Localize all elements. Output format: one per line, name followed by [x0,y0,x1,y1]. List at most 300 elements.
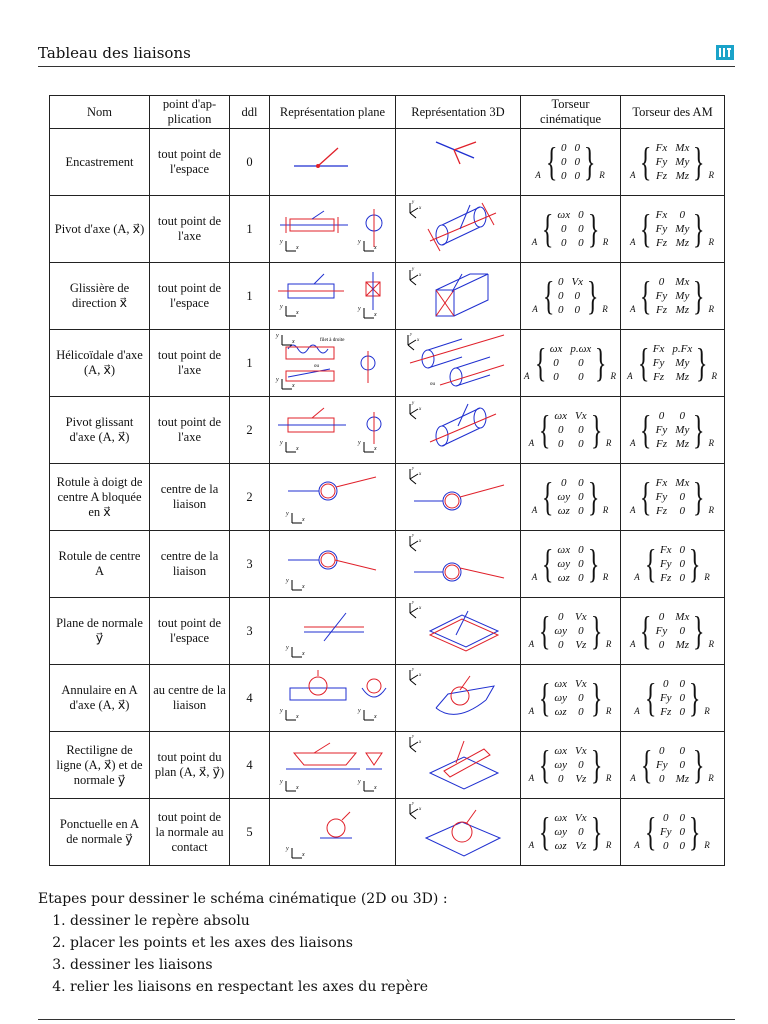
svg-text:x: x [373,312,377,318]
iut-logo-icon [716,45,734,60]
torseur-cinematique: A { ωx Vx 0 0 0 0 } R [521,397,621,464]
torseur-entry: Fy [659,692,672,704]
torseur-entry: Mx [675,477,690,489]
svg-text:y: y [412,534,415,538]
svg-text:x: x [419,539,422,544]
footer-rule [38,1019,735,1020]
torseur-entry: ωz [557,505,570,517]
torseur-entry: Fx [655,142,668,154]
3d-schematic [400,802,516,862]
torseur-entry: 0 [679,558,686,570]
svg-text:x: x [419,606,422,611]
svg-text:x: x [295,785,299,791]
torseur-entry: Vx [571,276,584,288]
3d-schematic [400,333,516,393]
liaison-point: tout point de l'axe [150,397,230,464]
torseur-entry: Fx [659,544,672,556]
svg-text:y: y [279,304,283,310]
torseur-entry: 0 [578,692,584,704]
liaison-name: Pivot glissant d'axe (A, x⃗) [50,397,150,464]
plane-schematic [274,467,392,527]
torseur-entry: 0 [679,505,686,517]
svg-text:x: x [373,446,377,452]
table-row [50,129,725,196]
torseur-entry: 0 [578,625,584,637]
torseur-entry: Fz [655,505,667,517]
liaison-name: Pivot d'axe (A, x⃗) [50,196,150,263]
svg-text:y: y [279,708,283,714]
svg-text:x: x [373,785,377,791]
torseur-entry: 0 [679,826,686,838]
torseur-entry: 0 [679,678,686,690]
torseur-entry: Mz [675,304,690,316]
torseur-entry: Vx [575,812,587,824]
torseur-entry: 0 [679,572,686,584]
torseur-entry: Vx [575,410,587,422]
svg-text:y: y [412,802,415,806]
3d-schematic [400,534,516,594]
liaison-point: tout point de l'espace [150,598,230,665]
torseur-entry: Fz [660,572,672,584]
torseur-entry: 0 [553,371,559,383]
torseur-entry: ωy [554,625,568,637]
torseur-entry: Fy [655,625,668,637]
svg-text:x: x [419,407,422,412]
torseur-entry: Vz [575,639,587,651]
torseur-am: A { 0 0 Fy My Fz Mz } R [621,397,725,464]
liaisons-table [49,95,725,866]
svg-text:ou: ou [430,382,435,387]
liaison-point: au centre de la liaison [150,665,230,732]
svg-text:y: y [410,333,413,337]
step-item: 1. dessiner le repère absolu [70,910,448,932]
torseur-entry: Vz [575,773,587,785]
svg-text:y: y [357,779,361,785]
torseur-entry: Fz [655,170,667,182]
torseur-entry: ωx [557,544,571,556]
torseur-entry: 0 [574,290,580,302]
torseur-entry: 0 [679,840,686,852]
torseur-entry: Fx [652,343,665,355]
svg-text:x: x [301,517,305,523]
liaison-point: centre de la liaison [150,531,230,598]
torseur-entry: My [675,424,690,436]
3d-schematic-cell [396,531,521,598]
steps-list [38,910,448,998]
torseur-am: A { 0 0 Fy 0 0 Mz } R [621,732,725,799]
torseur-entry: ωx [557,209,571,221]
torseur-am: A { 0 Mx Fy My Fz Mz } R [621,263,725,330]
torseur-entry: Fy [655,156,668,168]
torseur-entry: Fx [655,209,668,221]
torseur-entry: Mz [675,237,690,249]
svg-text:y: y [279,239,283,245]
3d-schematic-cell [396,665,521,732]
torseur-entry: 0 [659,773,665,785]
torseur-entry: 0 [578,424,584,436]
3d-schematic-cell [396,598,521,665]
plane-schematic-cell [270,196,396,263]
liaison-point: tout point de la normale au contact [150,799,230,866]
3d-schematic-cell [396,397,521,464]
table-row [50,732,725,799]
torseur-entry: 0 [578,544,584,556]
3d-schematic [400,132,516,192]
col-header-ddl: ddl [230,96,270,129]
svg-text:y: y [412,735,415,739]
torseur-entry: 0 [658,639,665,651]
svg-text:x: x [295,245,299,251]
torseur-cinematique: A { ωx 0 0 0 0 0 } R [521,196,621,263]
plane-schematic-cell [270,732,396,799]
torseur-entry: ωx [554,410,568,422]
step-item: 4. relier les liaisons en respectant les axes du repère [70,976,448,998]
torseur-entry: Mz [675,371,690,383]
torseur-entry: 0 [679,745,686,757]
torseur-entry: Fx [655,477,668,489]
torseur-entry: 0 [557,438,564,450]
torseur-entry: 0 [662,812,669,824]
torseur-am: A { Fx 0 Fy My Fz Mz } R [621,196,725,263]
3d-schematic [400,400,516,460]
svg-text:y: y [285,511,289,517]
liaison-point: tout point de l'axe [150,330,230,397]
plane-schematic-cell [270,263,396,330]
svg-text:y: y [357,306,361,312]
svg-text:y: y [357,440,361,446]
torseur-entry: 0 [578,237,584,249]
liaison-ddl: 1 [230,196,270,263]
liaison-ddl: 5 [230,799,270,866]
plane-schematic [274,735,392,795]
torseur-cinematique: A { ωx Vx ωy 0 0 Vz } R [521,732,621,799]
3d-schematic-cell [396,732,521,799]
torseur-entry: ωy [557,491,571,503]
svg-text:y: y [412,267,415,272]
torseur-entry: 0 [574,156,580,168]
torseur-entry: 0 [578,572,584,584]
plane-schematic [274,266,392,326]
svg-text:x: x [419,673,422,678]
torseur-entry: Fy [655,759,668,771]
table-row [50,598,725,665]
liaison-name: Encastrement [50,129,150,196]
torseur-entry: ωy [554,826,568,838]
liaison-name: Hélicoïdale d'axe (A, x⃗) [50,330,150,397]
liaison-ddl: 2 [230,397,270,464]
torseur-cinematique: A { ωx Vx ωy 0 ωz 0 } R [521,665,621,732]
svg-text:x: x [373,245,377,251]
torseur-cinematique: A { 0 0 ωy 0 ωz 0 } R [521,464,621,531]
torseur-entry: Fy [655,290,668,302]
liaison-name: Rotule de centre A [50,531,150,598]
table-header-row [50,96,725,129]
torseur-entry: Fz [655,438,667,450]
torseur-cinematique: A { ωx p.ωx 0 0 0 0 } R [521,330,621,397]
plane-schematic-cell [270,598,396,665]
torseur-entry: Vz [575,840,587,852]
torseur-entry: 0 [578,759,584,771]
liaison-name: Rectiligne de ligne (A, x⃗) et de normale y⃗ [50,732,150,799]
torseur-entry: 0 [578,477,584,489]
step-item: 3. dessiner les liaisons [70,954,448,976]
plane-schematic [274,601,392,661]
table-row [50,263,725,330]
torseur-entry: 0 [662,840,669,852]
torseur-entry: ωy [554,759,568,771]
table-row [50,531,725,598]
svg-text:x: x [301,651,305,657]
liaison-ddl: 4 [230,732,270,799]
svg-text:y: y [285,578,289,584]
torseur-entry: Fz [655,304,667,316]
torseur-entry: My [675,290,690,302]
step-item: 2. placer les points et les axes des liaisons [70,932,448,954]
torseur-entry: Mz [675,170,690,182]
torseur-entry: My [675,357,690,369]
svg-text:y: y [412,467,415,471]
torseur-entry: ωz [557,572,570,584]
torseur-entry: ωz [554,706,567,718]
torseur-entry: 0 [659,745,665,757]
torseur-entry: 0 [557,424,564,436]
3d-schematic [400,199,516,259]
torseur-entry: Fy [655,491,668,503]
liaison-ddl: 1 [230,330,270,397]
col-header-torseur-cin: Torseur cinématique [521,96,621,129]
3d-schematic [400,601,516,661]
col-header-nom: Nom [50,96,150,129]
table-row [50,196,725,263]
torseur-entry: 0 [578,371,584,383]
torseur-entry: Vx [575,678,587,690]
torseur-am: A { Fx 0 Fy 0 Fz 0 } R [621,531,725,598]
col-header-3d: Représentation 3D [396,96,521,129]
liaison-name: Rotule à doigt de centre A bloquée en x⃗ [50,464,150,531]
torseur-entry: 0 [557,304,564,316]
plane-schematic [274,199,392,259]
liaison-name: Glissière de direction x⃗ [50,263,150,330]
3d-schematic [400,266,516,326]
svg-text:y: y [412,601,415,605]
torseur-entry: 0 [679,491,686,503]
torseur-entry: p.ωx [570,343,592,355]
steps-intro: Etapes pour dessiner le schéma cinématique (2D ou 3D) : [38,891,448,907]
torseur-entry: 0 [578,505,584,517]
liaison-point: tout point de l'espace [150,263,230,330]
torseur-entry: 0 [679,706,686,718]
torseur-entry: Fy [655,223,668,235]
torseur-entry: Fy [659,826,672,838]
svg-text:y: y [279,779,283,785]
table-row [50,330,725,397]
torseur-cinematique: A { 0 Vx ωy 0 0 Vz } R [521,598,621,665]
torseur-entry: My [675,223,690,235]
svg-text:y: y [412,200,415,205]
torseur-entry: 0 [557,290,564,302]
svg-text:y: y [412,668,415,672]
svg-text:filet à droite: filet à droite [319,338,344,343]
torseur-entry: ωx [554,812,568,824]
3d-schematic-cell [396,263,521,330]
torseur-entry: ωy [557,558,571,570]
svg-text:y: y [275,377,279,383]
svg-text:x: x [291,339,295,345]
3d-schematic [400,668,516,728]
plane-schematic-cell [270,330,396,397]
liaison-point: centre de la liaison [150,464,230,531]
torseur-cinematique: A { ωx 0 ωy 0 ωz 0 } R [521,531,621,598]
plane-schematic [274,400,392,460]
liaison-name: Plane de normale y⃗ [50,598,150,665]
svg-text:x: x [291,383,295,389]
torseur-entry: 0 [578,491,584,503]
3d-schematic-cell [396,464,521,531]
torseur-entry: ωy [554,692,568,704]
3d-schematic-cell [396,330,521,397]
torseur-entry: 0 [658,276,665,288]
torseur-entry: 0 [578,706,584,718]
torseur-entry: 0 [561,142,567,154]
liaison-ddl: 2 [230,464,270,531]
liaison-ddl: 4 [230,665,270,732]
torseur-entry: 0 [561,156,567,168]
svg-text:x: x [373,714,377,720]
3d-schematic [400,467,516,527]
torseur-entry: Fz [660,706,672,718]
svg-text:x: x [419,740,422,745]
torseur-entry: Fy [652,357,665,369]
torseur-entry: 0 [578,357,584,369]
svg-text:y: y [285,645,289,651]
torseur-cinematique: A { 0 Vx 0 0 0 0 } R [521,263,621,330]
liaison-ddl: 1 [230,263,270,330]
torseur-entry: Mx [675,276,690,288]
liaison-point: tout point de l'espace [150,129,230,196]
torseur-entry: Mx [675,142,690,154]
header-rule [38,66,735,67]
liaison-ddl: 3 [230,598,270,665]
torseur-entry: Mx [675,611,690,623]
torseur-entry: 0 [553,357,559,369]
table-row [50,665,725,732]
plane-schematic-cell [270,799,396,866]
torseur-entry: Fy [659,558,672,570]
torseur-entry: 0 [679,625,686,637]
torseur-entry: Mz [675,639,690,651]
torseur-entry: 0 [557,639,564,651]
liaison-point: tout point du plan (A, x⃗, y⃗) [150,732,230,799]
plane-schematic [274,668,392,728]
steps-section [38,888,448,998]
torseur-entry: 0 [561,237,567,249]
torseur-entry: p.Fx [672,343,693,355]
torseur-cinematique: A { 0 0 0 0 0 0 } R [521,129,621,196]
svg-text:x: x [295,446,299,452]
torseur-am: A { Fx Mx Fy My Fz Mz } R [621,129,725,196]
svg-text:x: x [295,714,299,720]
table-row [50,799,725,866]
col-header-torseur-am: Torseur des AM [621,96,725,129]
torseur-entry: 0 [679,812,686,824]
svg-text:x: x [419,472,422,477]
plane-schematic [274,534,392,594]
torseur-entry: 0 [658,410,665,422]
3d-schematic [400,735,516,795]
torseur-entry: 0 [574,304,580,316]
table-row [50,464,725,531]
torseur-entry: 0 [658,611,665,623]
torseur-entry: ωx [554,745,568,757]
plane-schematic [274,333,392,393]
plane-schematic [274,802,392,862]
svg-text:y: y [279,440,283,446]
torseur-entry: 0 [578,826,584,838]
table-row [50,397,725,464]
svg-text:x: x [419,273,422,278]
torseur-entry: 0 [578,558,584,570]
svg-text:y: y [275,333,279,339]
torseur-entry: ωz [554,840,567,852]
plane-schematic [274,132,392,192]
torseur-entry: Mz [675,773,690,785]
torseur-entry: 0 [557,773,564,785]
plane-schematic-cell [270,665,396,732]
torseur-entry: 0 [679,759,686,771]
torseur-entry: 0 [557,276,564,288]
torseur-entry: 0 [561,223,567,235]
torseur-entry: 0 [679,410,686,422]
torseur-am: A { Fx Mx Fy 0 Fz 0 } R [621,464,725,531]
torseur-entry: 0 [574,142,580,154]
3d-schematic-cell [396,129,521,196]
col-header-plane: Représentation plane [270,96,396,129]
svg-text:x: x [419,206,422,211]
liaison-name: Ponctuelle en A de normale y⃗ [50,799,150,866]
torseur-entry: 0 [679,544,686,556]
svg-text:ou: ou [313,364,319,369]
svg-text:y: y [412,401,415,406]
torseur-entry: 0 [578,438,584,450]
svg-text:y: y [285,846,289,852]
liaison-ddl: 3 [230,531,270,598]
torseur-entry: 0 [557,611,564,623]
torseur-entry: Fz [653,371,665,383]
torseur-entry: ωx [554,678,568,690]
torseur-entry: 0 [679,209,686,221]
torseur-entry: Vx [575,745,587,757]
svg-text:x: x [295,310,299,316]
svg-text:y: y [357,708,361,714]
svg-text:x: x [301,584,305,590]
plane-schematic-cell [270,531,396,598]
page-title: Tableau des liaisons [38,44,191,62]
torseur-cinematique: A { ωx Vx ωy 0 ωz Vz } R [521,799,621,866]
torseur-entry: ωx [549,343,563,355]
torseur-entry: Fz [655,237,667,249]
plane-schematic-cell [270,129,396,196]
torseur-entry: 0 [662,678,669,690]
torseur-entry: 0 [578,223,584,235]
col-header-point: point d'ap-plication [150,96,230,129]
torseur-am: A { 0 0 Fy 0 0 0 } R [621,799,725,866]
liaison-point: tout point de l'axe [150,196,230,263]
3d-schematic-cell [396,196,521,263]
torseur-am: A { 0 Mx Fy 0 0 Mz } R [621,598,725,665]
3d-schematic-cell [396,799,521,866]
torseur-entry: 0 [561,170,567,182]
plane-schematic-cell [270,397,396,464]
